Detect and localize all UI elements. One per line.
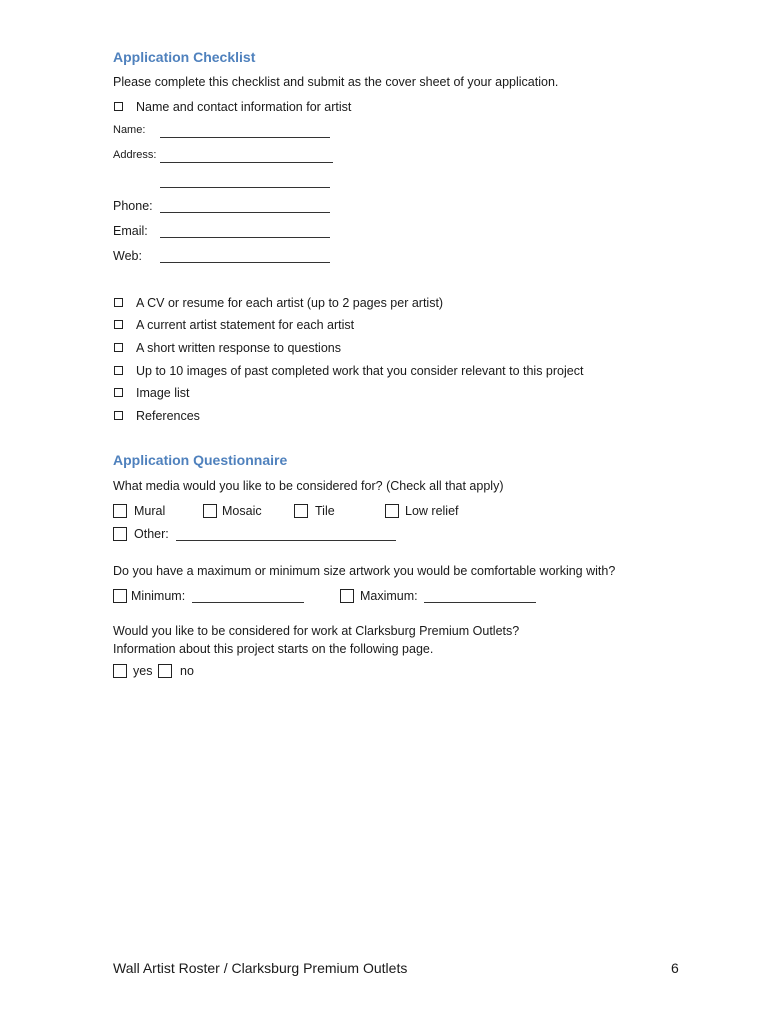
minimum-line[interactable] xyxy=(192,592,304,603)
maximum-checkbox[interactable] xyxy=(340,589,354,603)
media-low-relief-checkbox[interactable] xyxy=(385,504,399,518)
checklist-item-checkbox[interactable] xyxy=(114,411,123,420)
contact-checkbox[interactable] xyxy=(114,102,123,111)
checklist-item-checkbox[interactable] xyxy=(114,388,123,397)
media-mural-checkbox[interactable] xyxy=(113,504,127,518)
yes-label: yes xyxy=(133,664,153,678)
media-other-label: Other: xyxy=(134,527,169,541)
minimum-label: Minimum: xyxy=(131,589,186,603)
questionnaire-title: Application Questionnaire xyxy=(113,452,288,468)
checklist-item-statement: A current artist statement for each artist xyxy=(136,318,355,332)
name-line[interactable] xyxy=(160,127,330,138)
maximum-line[interactable] xyxy=(424,592,536,603)
web-line[interactable] xyxy=(160,252,330,263)
web-label: Web: xyxy=(113,249,142,263)
checklist-item-checkbox[interactable] xyxy=(114,343,123,352)
media-other-checkbox[interactable] xyxy=(113,527,127,541)
outlets-question: Would you like to be considered for work at Clarksburg Premium Outlets? xyxy=(113,624,520,638)
checklist-item-cv: A CV or resume for each artist (up to 2 pages per artist) xyxy=(136,296,444,310)
media-question: What media would you like to be considered for? (Check all that apply) xyxy=(113,479,504,493)
minimum-checkbox[interactable] xyxy=(113,589,127,603)
footer-title: Wall Artist Roster / Clarksburg Premium Outlets xyxy=(113,960,408,976)
page-number: 6 xyxy=(671,960,679,976)
checklist-item-checkbox[interactable] xyxy=(114,320,123,329)
checklist-item-checkbox[interactable] xyxy=(114,366,123,375)
outlets-question-note: Information about this project starts on the following page. xyxy=(113,642,434,656)
media-other-line[interactable] xyxy=(176,530,396,541)
checklist-item-response: A short written response to questions xyxy=(136,341,341,355)
email-line[interactable] xyxy=(160,227,330,238)
checklist-item-checkbox[interactable] xyxy=(114,298,123,307)
contact-item-label: Name and contact information for artist xyxy=(136,100,352,114)
yes-checkbox[interactable] xyxy=(113,664,127,678)
media-low-relief-label: Low relief xyxy=(405,504,459,518)
checklist-item-image-list: Image list xyxy=(136,386,190,400)
checklist-title: Application Checklist xyxy=(113,49,256,65)
name-label: Name: xyxy=(113,124,146,136)
maximum-label: Maximum: xyxy=(360,589,418,603)
phone-label: Phone: xyxy=(113,199,153,213)
no-checkbox[interactable] xyxy=(158,664,172,678)
no-label: no xyxy=(180,664,194,678)
address-label: Address: xyxy=(113,149,157,161)
checklist-intro: Please complete this checklist and submit as the cover sheet of your application. xyxy=(113,75,559,89)
address-line-2[interactable] xyxy=(160,177,330,188)
media-tile-checkbox[interactable] xyxy=(294,504,308,518)
checklist-item-references: References xyxy=(136,409,200,423)
media-mural-label: Mural xyxy=(134,504,166,518)
address-line-1[interactable] xyxy=(160,152,333,163)
media-mosaic-checkbox[interactable] xyxy=(203,504,217,518)
media-mosaic-label: Mosaic xyxy=(222,504,262,518)
phone-line[interactable] xyxy=(160,202,330,213)
size-question: Do you have a maximum or minimum size artwork you would be comfortable working with? xyxy=(113,564,616,578)
media-tile-label: Tile xyxy=(315,504,335,518)
checklist-item-images: Up to 10 images of past completed work that you consider relevant to this project xyxy=(136,364,584,378)
email-label: Email: xyxy=(113,224,148,238)
